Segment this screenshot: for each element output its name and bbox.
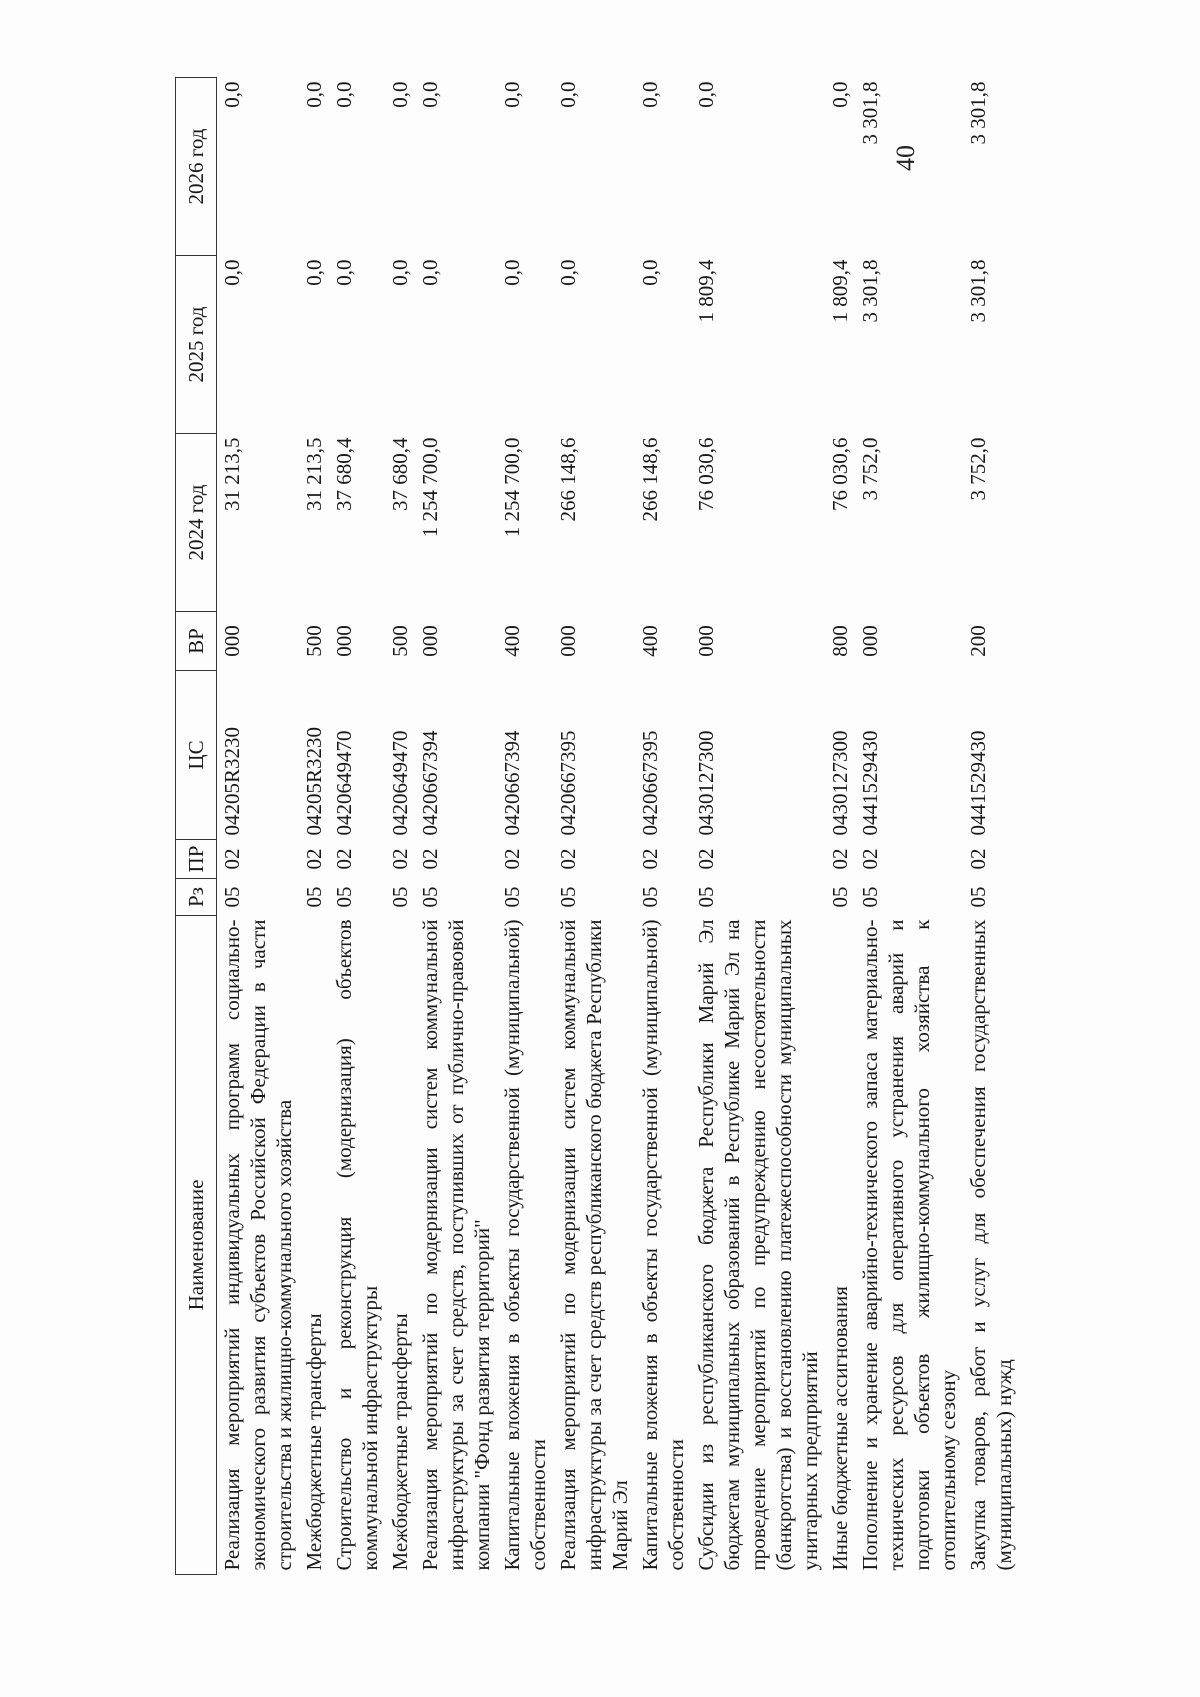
- cell-rz: 05: [828, 886, 852, 908]
- cell-name: Капитальные вложения в объекты государственной (муниципальной) собственности: [638, 919, 688, 1571]
- header-2026: 2026 год: [176, 78, 217, 256]
- header-cs: ЦС: [176, 671, 217, 840]
- cell-2024: 31 213,5: [220, 437, 244, 511]
- table-row: [855, 78, 963, 1575]
- table-row: [329, 78, 385, 1575]
- cell-2024: 1 254 700,0: [500, 437, 524, 538]
- table-row: [497, 78, 553, 1575]
- cell-name: Пополнение и хранение аварийно-технического запаса материально-технических ресурсов для оперативного устранения аварий и подготовки объектов жилищно-коммунального хозяйства к отопительному сезону: [858, 919, 960, 1571]
- cell-pr: 02: [332, 848, 356, 870]
- cell-pr: 02: [858, 848, 882, 870]
- cell-pr: 02: [694, 848, 718, 870]
- cell-2024: 76 030,6: [828, 437, 852, 511]
- cell-2024: 3 752,0: [858, 437, 882, 501]
- cell-vr: 500: [388, 625, 412, 657]
- table-row: [691, 78, 825, 1575]
- table-row: [635, 78, 691, 1575]
- cell-cs: 0420667394: [500, 730, 524, 836]
- cell-name: Закупка товаров, работ и услуг для обеспечения государственных (муниципальных) нужд: [966, 919, 1016, 1571]
- cell-2024: 76 030,6: [694, 437, 718, 511]
- cell-vr: 500: [302, 625, 326, 657]
- cell-name: Субсидии из республиканского бюджета Республики Марий Эл бюджетам муниципальных образований в Республике Марий Эл на проведение мероприятий по предупреждению несостоятельности (банкротства) и восстановлению платежеспособности муниципальных унитарных предприятий: [694, 919, 822, 1571]
- cell-name: Иные бюджетные ассигнования: [828, 1286, 852, 1571]
- cell-rz: 05: [694, 886, 718, 908]
- cell-2025: 0,0: [556, 259, 580, 286]
- table-header-row: [176, 78, 217, 1575]
- cell-pr: 02: [638, 848, 662, 870]
- rotated-table-container: [175, 81, 1033, 1575]
- table-row: [963, 78, 1019, 1575]
- cell-pr: 02: [302, 848, 326, 870]
- cell-vr: 000: [332, 625, 356, 657]
- table-row: [299, 78, 329, 1575]
- cell-2026: 0,0: [332, 81, 356, 108]
- cell-2026: 3 301,8: [858, 81, 882, 145]
- cell-rz: 05: [302, 886, 326, 908]
- cell-rz: 05: [966, 886, 990, 908]
- header-name: Наименование: [176, 916, 217, 1575]
- cell-cs: 0420667394: [418, 730, 442, 836]
- cell-name: Реализация мероприятий индивидуальных программ социально-экономического развития субъектов Российской Федерации в части строительства и жилищно-коммунального хозяйства: [220, 919, 296, 1571]
- cell-2024: 1 254 700,0: [418, 437, 442, 538]
- cell-pr: 02: [220, 848, 244, 870]
- cell-rz: 05: [332, 886, 356, 908]
- cell-vr: 000: [220, 625, 244, 657]
- cell-2026: 0,0: [220, 81, 244, 108]
- cell-name: Реализация мероприятий по модернизации систем коммунальной инфраструктуры за счет средств, поступивших от публично-правовой компании "Фонд развития территорий": [418, 919, 494, 1571]
- cell-2024: 37 680,4: [332, 437, 356, 511]
- cell-cs: 0420649470: [388, 730, 412, 836]
- cell-rz: 05: [220, 886, 244, 908]
- cell-name: Межбюджетные трансферты: [302, 1313, 326, 1571]
- page-number: 40: [891, 145, 920, 171]
- cell-vr: 400: [638, 625, 662, 657]
- table-body: [217, 78, 1020, 1575]
- cell-cs: 04205R3230: [302, 726, 326, 836]
- table-row: [553, 78, 635, 1575]
- cell-rz: 05: [418, 886, 442, 908]
- table-row: [415, 78, 497, 1575]
- header-2025: 2025 год: [176, 256, 217, 434]
- cell-2024: 266 148,6: [638, 437, 662, 522]
- cell-vr: 200: [966, 625, 990, 657]
- cell-cs: 0441529430: [966, 730, 990, 836]
- cell-rz: 05: [388, 886, 412, 908]
- cell-name: Капитальные вложения в объекты государственной (муниципальной) собственности: [500, 919, 550, 1571]
- cell-2025: 1 809,4: [828, 259, 852, 323]
- header-pr: ПР: [176, 840, 217, 879]
- cell-vr: 000: [556, 625, 580, 657]
- cell-rz: 05: [858, 886, 882, 908]
- cell-vr: 000: [858, 625, 882, 657]
- cell-2025: 1 809,4: [694, 259, 718, 323]
- cell-2025: 0,0: [332, 259, 356, 286]
- cell-2024: 37 680,4: [388, 437, 412, 511]
- cell-2025: 3 301,8: [966, 259, 990, 323]
- cell-2025: 0,0: [418, 259, 442, 286]
- cell-rz: 05: [556, 886, 580, 908]
- cell-cs: 04205R3230: [220, 726, 244, 836]
- cell-pr: 02: [388, 848, 412, 870]
- cell-2024: 31 213,5: [302, 437, 326, 511]
- cell-pr: 02: [828, 848, 852, 870]
- cell-pr: 02: [418, 848, 442, 870]
- cell-2026: 0,0: [500, 81, 524, 108]
- cell-vr: 000: [418, 625, 442, 657]
- table-row: [825, 78, 855, 1575]
- cell-2025: 0,0: [220, 259, 244, 286]
- cell-2026: 0,0: [302, 81, 326, 108]
- header-2024: 2024 год: [176, 434, 217, 612]
- cell-2025: 0,0: [388, 259, 412, 286]
- cell-2026: 0,0: [694, 81, 718, 108]
- table-row: [385, 78, 415, 1575]
- cell-pr: 02: [966, 848, 990, 870]
- cell-rz: 05: [638, 886, 662, 908]
- cell-2025: 0,0: [302, 259, 326, 286]
- cell-2025: 3 301,8: [858, 259, 882, 323]
- cell-2026: 0,0: [828, 81, 852, 108]
- cell-cs: 0430127300: [694, 730, 718, 836]
- cell-vr: 400: [500, 625, 524, 657]
- cell-2026: 0,0: [388, 81, 412, 108]
- header-vr: ВР: [176, 612, 217, 671]
- cell-rz: 05: [500, 886, 524, 908]
- budget-table: [175, 77, 1019, 1575]
- cell-cs: 0420649470: [332, 730, 356, 836]
- cell-pr: 02: [556, 848, 580, 870]
- cell-cs: 0420667395: [638, 730, 662, 836]
- cell-name: Строительство и реконструкция (модернизация) объектов коммунальной инфраструктуры: [332, 919, 382, 1571]
- cell-2026: 0,0: [418, 81, 442, 108]
- cell-cs: 0441529430: [858, 730, 882, 836]
- cell-cs: 0420667395: [556, 730, 580, 836]
- cell-cs: 0430127300: [828, 730, 852, 836]
- cell-2026: 0,0: [556, 81, 580, 108]
- header-rz: Рз: [176, 879, 217, 916]
- cell-2025: 0,0: [500, 259, 524, 286]
- cell-vr: 000: [694, 625, 718, 657]
- cell-name: Межбюджетные трансферты: [388, 1313, 412, 1571]
- cell-2026: 0,0: [638, 81, 662, 108]
- cell-name: Реализация мероприятий по модернизации систем коммунальной инфраструктуры за счет средств республиканского бюджета Республики Марий Эл: [556, 919, 632, 1571]
- cell-2024: 266 148,6: [556, 437, 580, 522]
- table-row: [217, 78, 300, 1575]
- cell-vr: 800: [828, 625, 852, 657]
- cell-2026: 3 301,8: [966, 81, 990, 145]
- cell-pr: 02: [500, 848, 524, 870]
- cell-2025: 0,0: [638, 259, 662, 286]
- cell-2024: 3 752,0: [966, 437, 990, 501]
